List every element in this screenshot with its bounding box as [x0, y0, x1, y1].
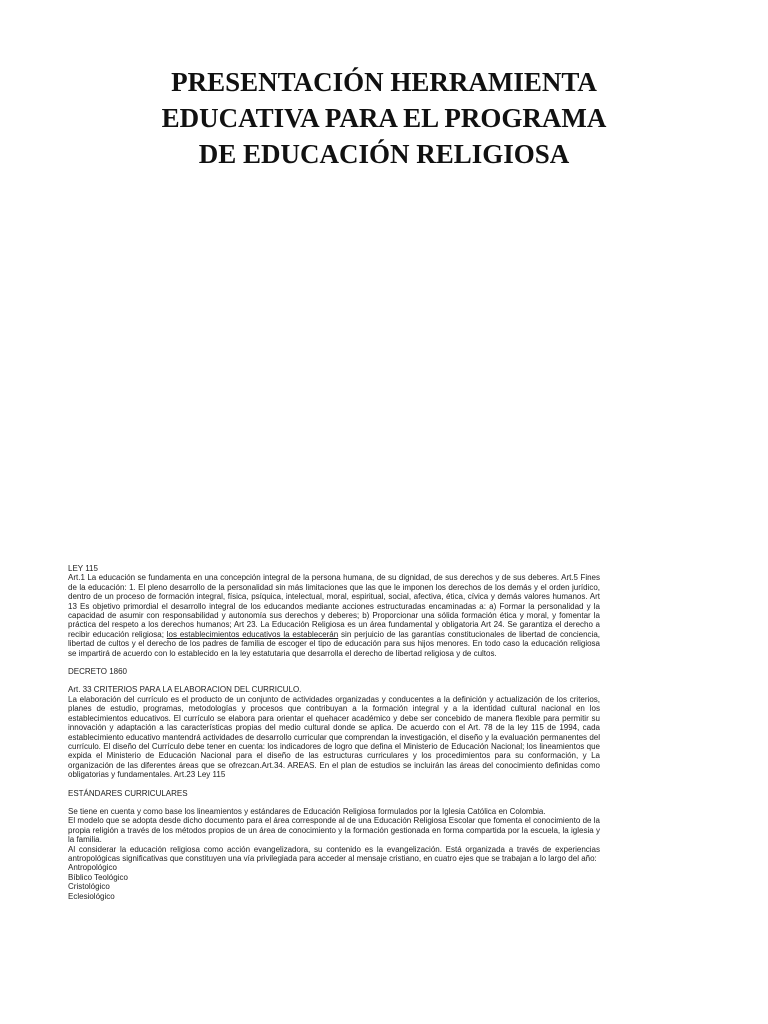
eje-item: Antropológico: [68, 863, 117, 873]
decreto-paragraph: La elaboración del currículo es el producto de un conjunto de actividades organizadas y conducentes a la definición y actualización de los criterios, planes de estudio, programas, metodologías y procesos que contribuyan a la formación integral y a la identidad cultural nacional en los establecimientos educativos. El currículo se elabora para orientar el quehacer académico y debe ser concebido de manera flexible para permitir su innovación y adaptación a las características propias del medio cultural donde se aplica. De acuerdo con el Art. 78 de la ley 115 de 1994, cada establecimiento educativo mantendrá actividades de desarrollo curricular que comprendan la investigación, el diseño y la evaluación permanentes del currículo. El diseño del Currículo debe tener en cuenta: los indicadores de logro que defina el Ministerio de Educación Nacional; los lineamientos que expida el Ministerio de Educación Nacional para el diseño de las estructuras curriculares y los procedimientos para su conformación, y La organización de las diferentes áreas que se ofrezcan.Art.34. AREAS. En el plan de estudios se incluirán las áreas del conocimiento definidas como obligatorias y fundamentales. Art.23 Ley 115: [68, 694, 600, 780]
decreto-heading: DECRETO 1860: [68, 667, 127, 677]
ley-text-before: Art.1 La educación se fundamenta en una concepción integral de la persona humana, de su dignidad, de sus derechos y de sus deberes. Art.5 Fines de la educación: 1. El pleno desarrollo de la personalidad sin más limitaciones que las que le imponen los derechos de los demás y el orden jurídico, dentro de un proceso de formación integral, física, psíquica, intelectual, moral, espiritual, social, afectiva, ética, cívica y demás valores humanos. Art 13 Es objetivo primordial el desarrollo integral de los educandos mediante acciones estructuradas encaminadas a: a) Formar la personalidad y la capacidad de asumir con responsabilidad y autonomía sus derechos y deberes; b) Proporcionar una sólida formación ética y moral, y fomentar la práctica del respeto a los derechos humanos; Art 23. La Educación Religiosa es un área fundamental y obligatoria Art 24. Se garantiza el derecho a recibir educación religiosa;: [68, 573, 600, 639]
eje-item: Cristológico: [68, 882, 110, 892]
decreto-subheading: Art. 33 CRITERIOS PARA LA ELABORACION DEL CURRICULO.: [68, 685, 302, 695]
estandares-paragraph-2: El modelo que se adopta desde dicho documento para el área corresponde al de una Educación Religiosa Escolar que fomenta el conocimiento de la propia religión a través de los métodos propios de un área de conocimiento y la formación gestionada en forma compartida por la escuela, la iglesia y la familia.: [68, 816, 600, 845]
ley-heading: LEY 115: [68, 564, 98, 573]
estandares-paragraph-3: Al considerar la educación religiosa como acción evangelizadora, su contenido es la evangelización. Está organizada a través de experiencias antropológicas significativas que constituyen una vía privilegiada para acceder al mensaje cristiano, en cuatro ejes que se trabajan a lo largo del año:: [68, 844, 600, 863]
estandares-paragraph-1: Se tiene en cuenta y como base los lineamientos y estándares de Educación Religiosa formulados por la Iglesia Católica en Colombia.: [68, 806, 546, 816]
title-line-2: EDUCATIVA PARA EL PROGRAMA: [161, 103, 607, 133]
title-line-1: PRESENTACIÓN HERRAMIENTA: [171, 67, 597, 97]
ley-paragraph: [68, 573, 600, 658]
document-body: [68, 564, 600, 901]
ley-text-after: sin perjuicio de las garantías constitucionales de libertad de conciencia, libertad de cultos y el derecho de los padres de familia de escoger el tipo de educación para sus hijos menores. En todo caso la educación religiosa se impartirá de acuerdo con lo establecido en la ley estatutaria que desarrolla el derecho de libertad religiosa y de cultos.: [68, 629, 601, 658]
title-line-3: DE EDUCACIÓN RELIGIOSA: [198, 139, 570, 169]
eje-item: Bíblico Teológico: [68, 872, 128, 882]
estandares-heading: ESTÁNDARES CURRICULARES: [68, 788, 188, 798]
ejes-list: [68, 863, 600, 901]
eje-item: Eclesiológico: [68, 891, 115, 901]
ley-text-underlined: los establecimientos educativos la establecerán: [166, 629, 339, 639]
document-title: [60, 64, 708, 172]
